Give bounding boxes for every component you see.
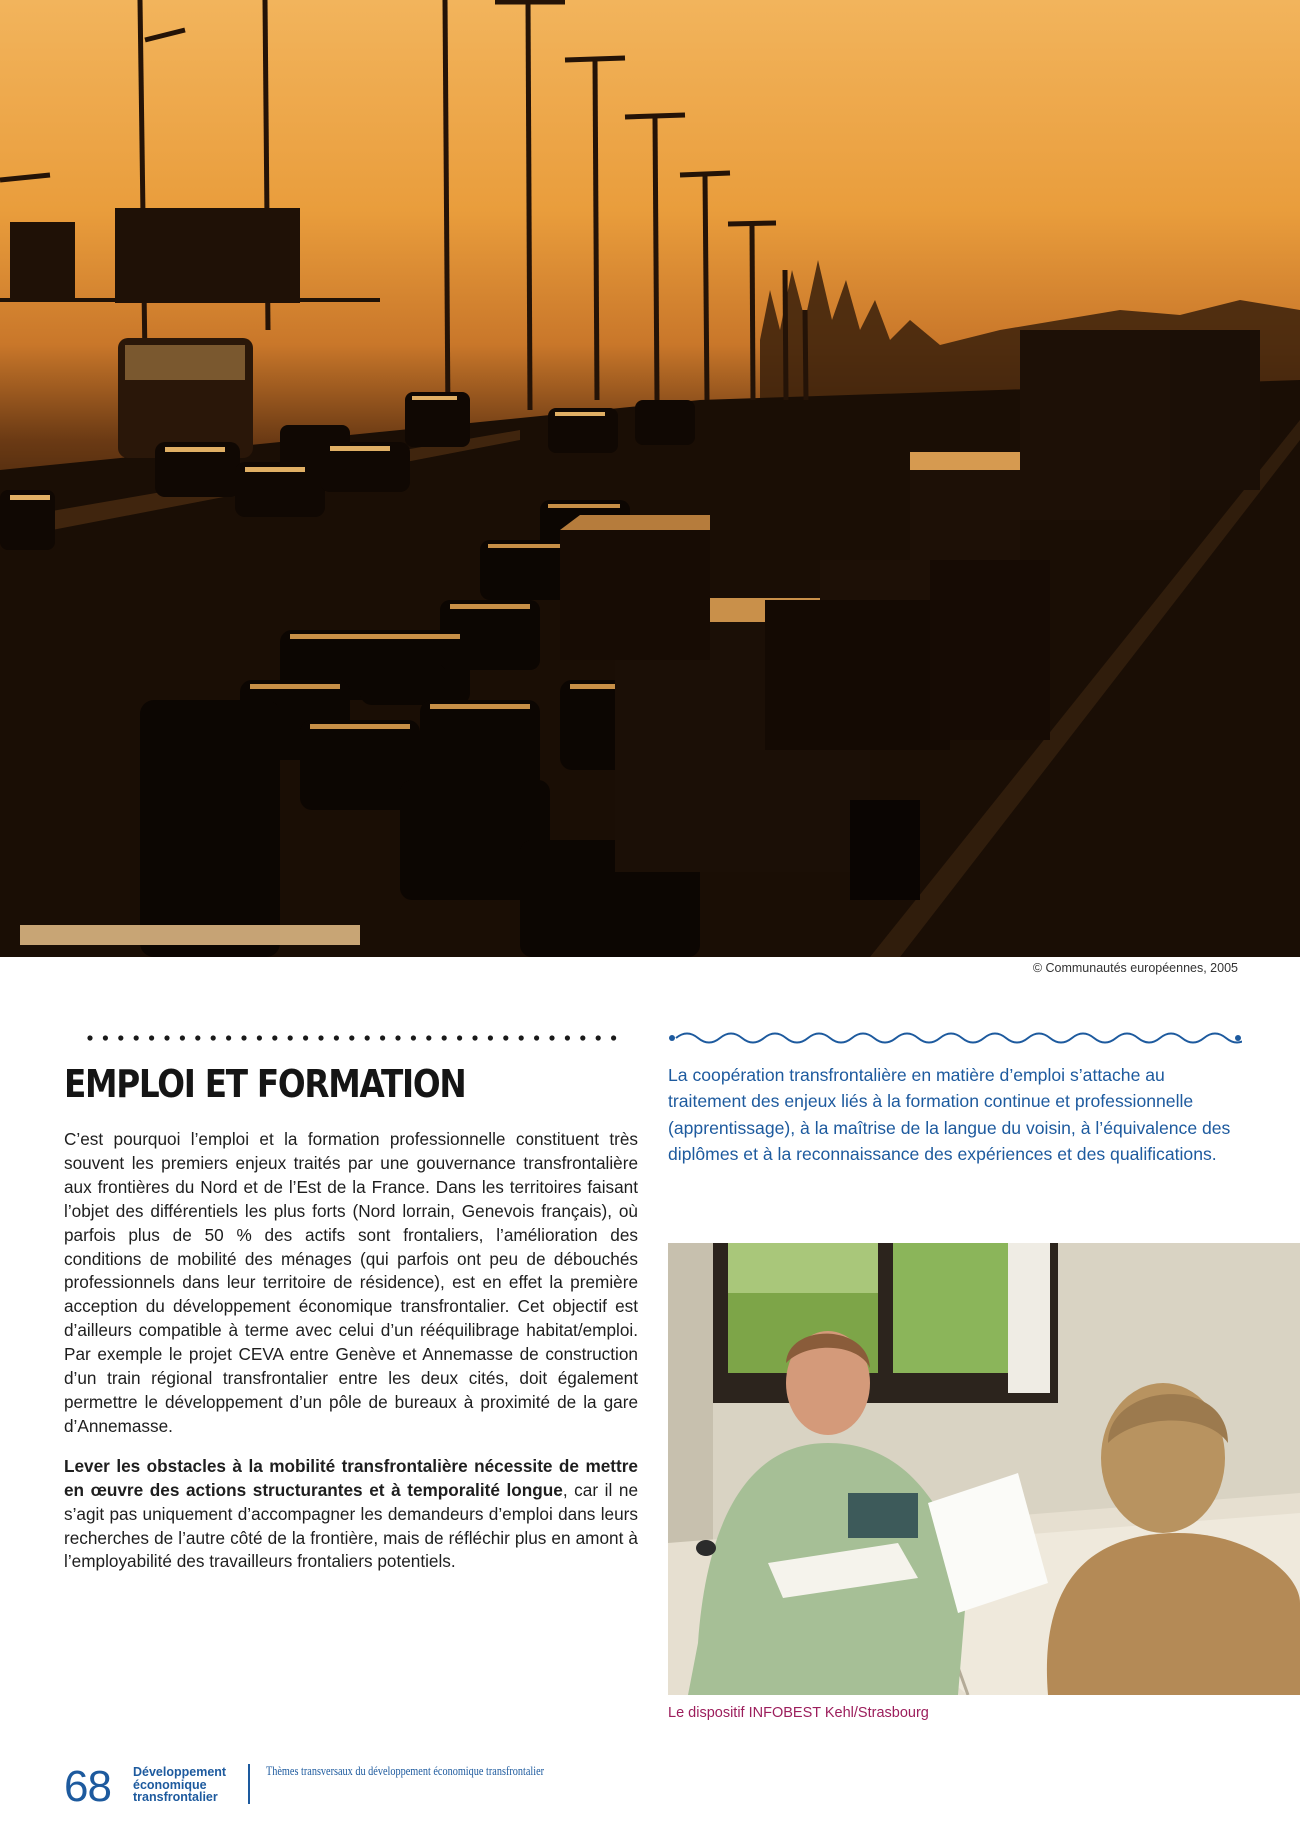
divider-dot bbox=[411, 1035, 416, 1040]
divider-dot bbox=[180, 1035, 185, 1040]
photo-credit: © Communautés européennes, 2005 bbox=[1032, 961, 1238, 975]
divider-dot bbox=[519, 1035, 524, 1040]
infobest-photo bbox=[668, 1243, 1300, 1695]
divider-dot bbox=[118, 1035, 123, 1040]
divider-dot bbox=[241, 1035, 246, 1040]
divider-dot bbox=[580, 1035, 585, 1040]
section-title: EMPLOI ET FORMATION bbox=[64, 1062, 466, 1106]
divider-dot bbox=[534, 1035, 539, 1040]
running-title: Thèmes transversaux du développement économique transfrontalier bbox=[266, 1764, 545, 1778]
footer-divider bbox=[248, 1764, 250, 1804]
brand-line-1: Développement bbox=[133, 1765, 227, 1779]
divider-dot bbox=[134, 1035, 139, 1040]
divider-dot bbox=[611, 1035, 616, 1040]
photo-caption: Le dispositif INFOBEST Kehl/Strasbourg bbox=[668, 1705, 929, 1721]
wave-divider bbox=[668, 1030, 1242, 1046]
paragraph-mobility bbox=[64, 1455, 638, 1575]
divider-dot bbox=[257, 1035, 262, 1040]
divider-dot bbox=[565, 1035, 570, 1040]
divider-dot bbox=[395, 1035, 400, 1040]
divider-dot bbox=[303, 1035, 308, 1040]
main-text-column bbox=[64, 1128, 638, 1590]
divider-dot bbox=[426, 1035, 431, 1040]
divider-dot bbox=[334, 1035, 339, 1040]
divider-dot bbox=[472, 1035, 477, 1040]
divider-dot bbox=[288, 1035, 293, 1040]
divider-dot bbox=[457, 1035, 462, 1040]
publication-brand bbox=[133, 1766, 226, 1804]
paragraph-intro: C’est pourquoi l’emploi et la formation professionnelle constituent très souvent les premiers enjeux traités par une gouvernance transfrontalière aux frontières du Nord et de l’Est de la France. Dans les territoires faisant l’objet des différentiels les plus forts (Nord lorrain, Genevois français), où parfois plus de 50 % des actifs sont frontaliers, l’amélioration des conditions de mobilité des ménages (qui parfois ont peu de débouchés professionnels dans leur territoire de résidence), est en effet la première acception du développement économique transfrontalier. Cet objectif est d’ailleurs compatible à terme avec celui d’un rééquilibrage habitat/emploi. Par exemple le projet CEVA entre Genève et Annemasse de construction d’un train régional transfrontalier entre les deux cités, doit également permettre le développement d’un pôle de bureaux à proximité de la gare d’Annemasse. bbox=[64, 1129, 638, 1436]
divider-dot bbox=[503, 1035, 508, 1040]
office-meeting-illustration bbox=[668, 1243, 1300, 1695]
divider-dot bbox=[195, 1035, 200, 1040]
paragraph-mobility-rest: , car il ne s’agit pas uniquement d’accompagner les demandeurs d’emploi dans leurs recherches de l’autre côté de la frontière, mais de réfléchir plus en amont à l’employabilité des travailleurs frontaliers potentiels. bbox=[64, 1479, 639, 1572]
divider-dot bbox=[272, 1035, 277, 1040]
divider-dot bbox=[164, 1035, 169, 1040]
divider-dot bbox=[549, 1035, 554, 1040]
page-number: 68 bbox=[64, 1762, 111, 1811]
sidebar-lead: La coopération transfrontalière en matière d’emploi s’attache au traitement des enjeux liés à la formation continue et professionnelle (apprentissage), à la maîtrise de la langue du voisin, à l’équivalence des diplômes et à la reconnaissance des expériences et des qualifications. bbox=[668, 1065, 1231, 1165]
divider-dot bbox=[380, 1035, 385, 1040]
divider-dot bbox=[87, 1035, 92, 1040]
divider-dot bbox=[365, 1035, 370, 1040]
brand-line-2: économique bbox=[133, 1777, 207, 1792]
divider-dot bbox=[596, 1035, 601, 1040]
dotted-divider bbox=[86, 1033, 626, 1043]
divider-dot bbox=[442, 1035, 447, 1040]
divider-dot bbox=[349, 1035, 354, 1040]
divider-dot bbox=[103, 1035, 108, 1040]
paragraph-mobility-emphasis: Lever les obstacles à la mobilité transfrontalière nécessite de mettre en œuvre des actions structurantes et à temporalité longue bbox=[64, 1455, 638, 1500]
divider-dot bbox=[488, 1035, 493, 1040]
divider-dot bbox=[149, 1035, 154, 1040]
divider-dot bbox=[318, 1035, 323, 1040]
brand-line-3: transfrontalier bbox=[133, 1790, 218, 1804]
divider-dot bbox=[211, 1035, 216, 1040]
divider-dot bbox=[226, 1035, 231, 1040]
